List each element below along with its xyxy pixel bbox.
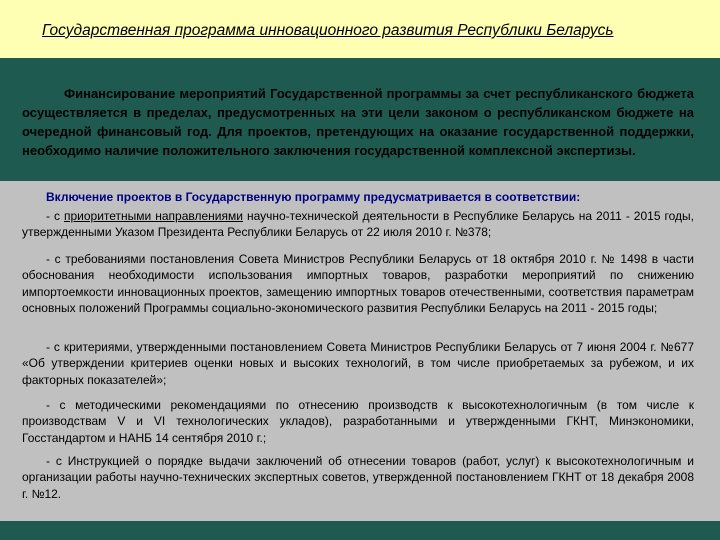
intro-text: Финансирование мероприятий Государственной программы за счет республиканского бюджета осуществляется в пределах, предусмотренных на эти цели законом о республиканском бюджете на очередной финансовый год. Для проектов, претендующих на оказание государственной поддержки, необходимо наличие положительного заключения государственной комплексной экспертизы.	[22, 86, 694, 158]
panel-lead: Включение проектов в Государственную программу предусматривается в соответствии:	[46, 190, 581, 204]
requirement-item-3: - с критериями, утвержденными постановлением Совета Министров Республики Беларусь от 7 июня 2004 г. №677 «Об утверждении критериев оценки новых и высоких технологий, в том числе приобретаемых за рубежом, и их факторных показателей»;	[22, 340, 694, 387]
title-bar	[0, 0, 720, 58]
requirement-item-1	[22, 208, 694, 241]
requirement-item-4: - с методическими рекомендациями по отнесению производств к высокотехнологичным (в том числе к производствам V и VI технологических укладов), разработанными и утвержденными ГКНТ, Минэкономики, Госстандартом и НАНБ 14 сентября 2010 г.;	[22, 398, 694, 445]
priority-directions-link[interactable]: приоритетными направлениями	[63, 209, 243, 223]
requirement-item-2: - с требованиями постановления Совета Министров Республики Беларусь от 18 октября 2010 г. № 1498 в части обоснования необходимости использования импортных товаров, разработки мероприятий по снижению импортоемкости инновационных проектов, замещению импортных товаров отечественными, соответствия параметрам основных положений Программы социально-экономического развития Республики Беларусь на 2011 - 2015 годы;	[22, 252, 694, 315]
intro-paragraph	[22, 84, 694, 160]
item1-rest: научно-технической деятельности в Республике Беларусь на 2011 - 2015 годы, утвержденными Указом Президента Республики Беларусь от 22 июля 2010 г. №378;	[22, 209, 694, 240]
requirements-panel	[0, 181, 720, 521]
page-title: Государственная программа инновационного развития Республики Беларусь	[42, 22, 614, 39]
requirement-item-5: - с Инструкцией о порядке выдачи заключений об отнесении товаров (работ, услуг) к высокотехнологичным и организации работы научно-технических экспертных советов, утвержденной постановлением ГКНТ от 18 декабря 2008 г. №12.	[22, 454, 694, 501]
item1-prefix: - с	[46, 209, 64, 223]
